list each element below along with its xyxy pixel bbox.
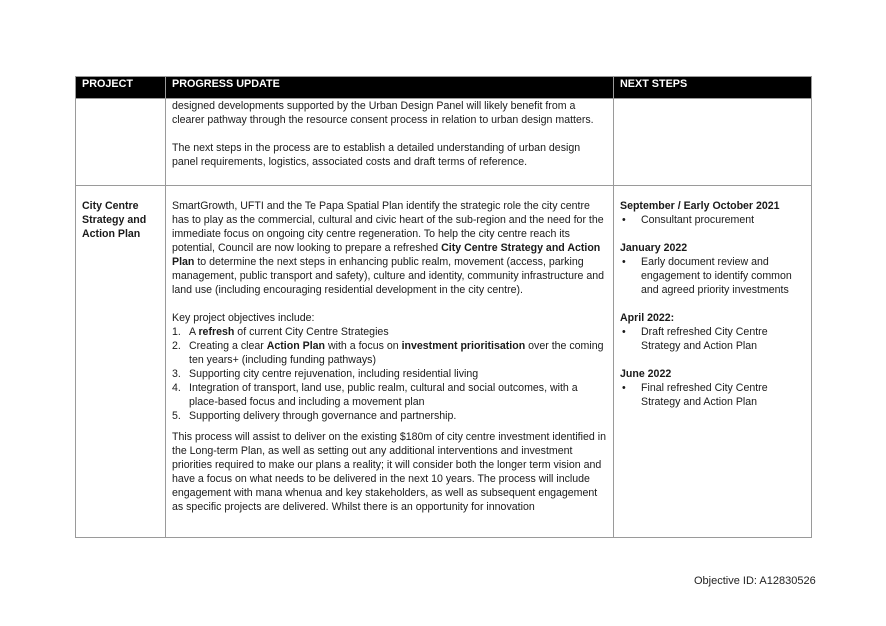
list-item: 1. A refresh of current City Centre Strategies [172,326,389,338]
intro-paragraph: SmartGrowth, UFTI and the Te Papa Spatial Plan identify the strategic role the city centre has to play as the commercial, cultural and civic heart of the sub-region and the need for the immediate focus on ongoing city centre regeneration. To help the city centre reach its potential, Council are now looking to prepare a refreshed City Centre Strategy and Action Plan to determine the next steps in enhancing public realm, movement (access, parking management, public transport and safety), culture and identity, community infrastructure and land use (including encouraging residential development in the city centre). [172,200,605,296]
list-item: 4. Integration of transport, land use, public realm, cultural and social outcomes, with a place-based focus and including a movement plan [172,382,578,408]
progress-table [75,76,812,538]
progress-paragraph: The next steps in the process are to establish a detailed understanding of urban design panel requirements, logistics, associated costs and draft terms of reference. [172,142,581,168]
objectives-heading: Key project objectives include: [172,312,315,324]
table-row [76,99,812,186]
bullet-icon: • [622,214,626,226]
project-cell [76,99,166,186]
project-cell [76,186,166,538]
objectives-list [172,325,607,423]
objective-id: Objective ID: A12830526 [694,575,816,587]
header-project: PROJECT [76,77,166,99]
next-steps-cell [614,186,812,538]
next-steps-cell [614,99,812,186]
next-step-group [620,311,805,353]
next-step-heading: April 2022: [620,312,675,324]
bullet-icon: • [622,256,626,268]
list-item: 3. Supporting city centre rejuvenation, including residential living [172,368,479,380]
next-step-heading: September / Early October 2021 [620,200,780,212]
list-item: • Final refreshed City Centre Strategy and Action Plan [622,382,768,408]
progress-cell [166,186,614,538]
header-progress-update: PROGRESS UPDATE [166,77,614,99]
list-item: • Early document review and engagement to identify common and agreed priority investments [622,256,792,296]
project-name: City Centre Strategy and Action Plan [82,200,147,240]
list-item: • Consultant procurement [622,214,755,226]
closing-paragraph: This process will assist to deliver on the existing $180m of city centre investment identified in the Long-term Plan, as well as setting out any additional interventions and investment priorities required to make our plans a reality; it will consider both the longer term vision and have a focus on what needs to be delivered in the next 10 years. The process will include engagement with mana whenua and key stakeholders, as well as subsequent engagement as specific projects are delivered. Whilst there is an opportunity for innovation [172,431,606,513]
bullet-icon: • [622,382,626,394]
next-step-group [620,241,805,297]
list-item: 2. Creating a clear Action Plan with a focus on investment prioritisation over the coming ten years+ (including funding pathways) [172,340,604,366]
list-item: 5. Supporting delivery through governance and partnership. [172,410,457,422]
header-next-steps: NEXT STEPS [614,77,812,99]
table-row [76,186,812,538]
progress-cell [166,99,614,186]
bullet-icon: • [622,326,626,338]
next-step-heading: January 2022 [620,242,688,254]
list-item: • Draft refreshed City Centre Strategy and Action Plan [622,326,768,352]
next-step-heading: June 2022 [620,368,672,380]
progress-paragraph: designed developments supported by the Urban Design Panel will likely benefit from a clearer pathway through the resource consent process in relation to urban design matters. [172,100,594,126]
next-step-group [620,199,805,227]
next-step-group [620,367,805,409]
table-header-row [76,77,812,99]
